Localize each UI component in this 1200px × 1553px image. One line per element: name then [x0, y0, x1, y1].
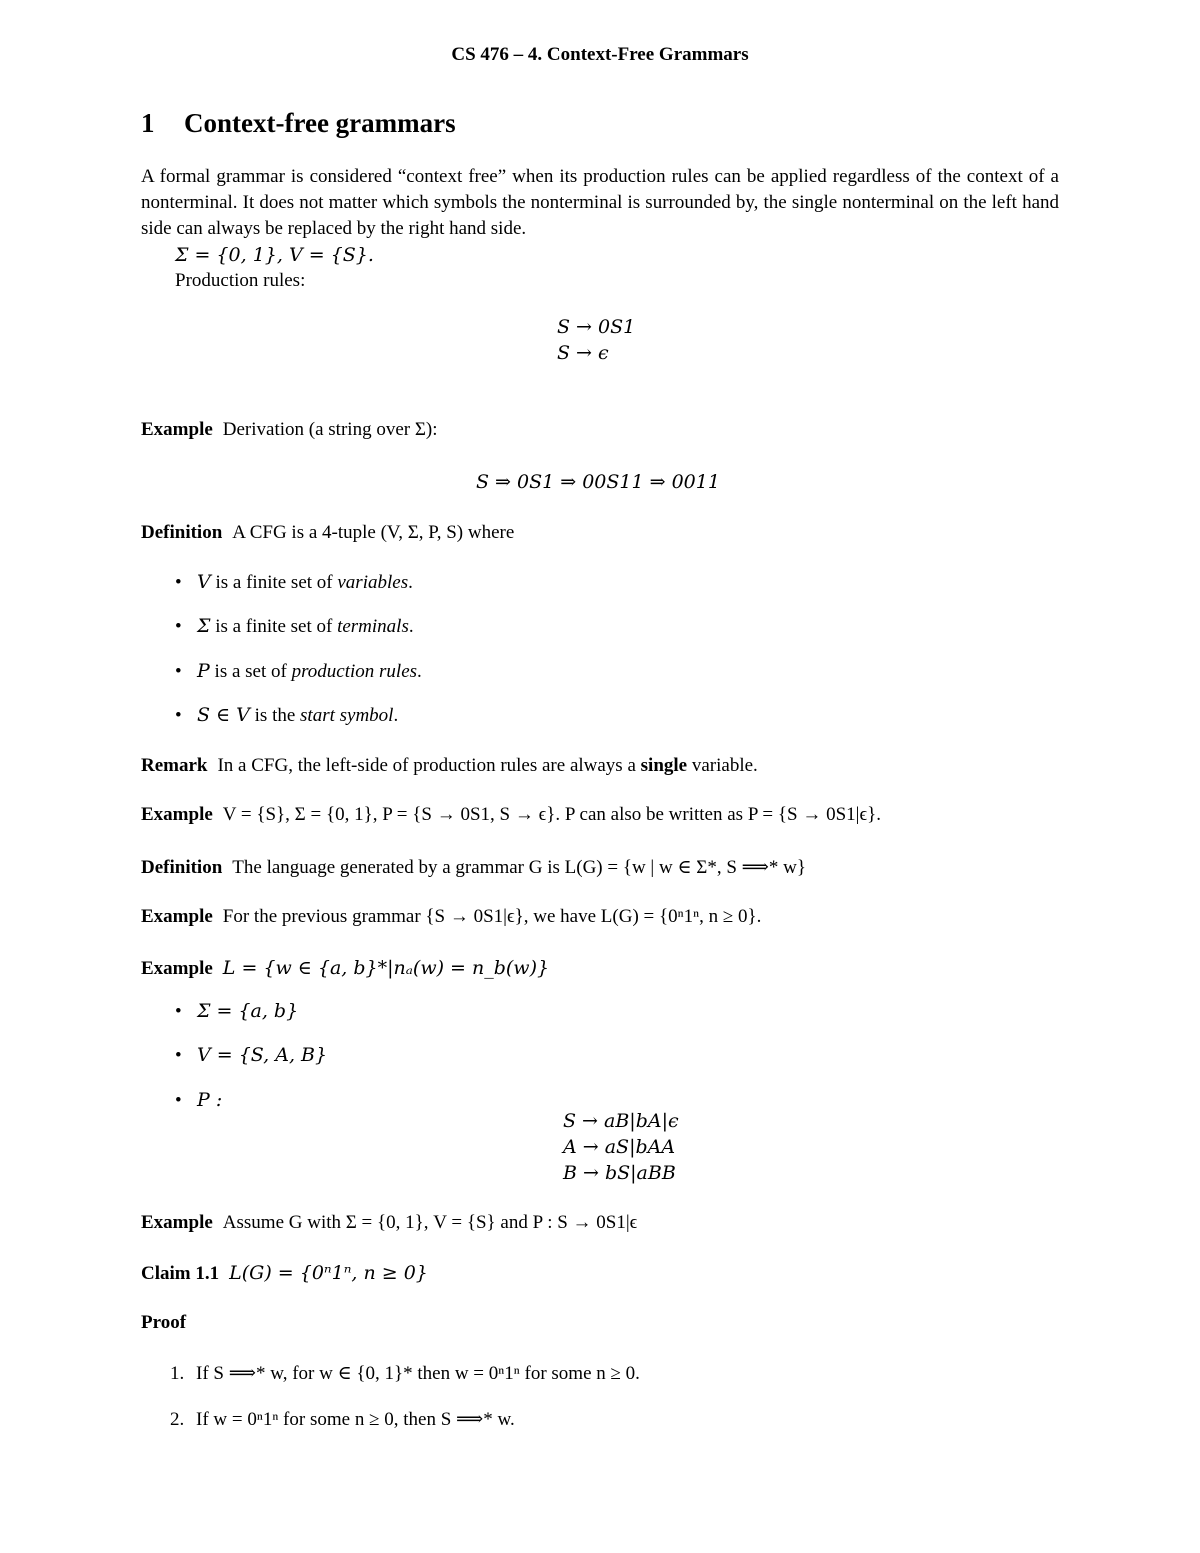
alphabet-line [175, 244, 374, 267]
definition-text: A CFG is a 4-tuple (V, Σ, P, S) where [232, 522, 515, 543]
definition-lead: Definition [141, 857, 223, 878]
example-balanced [141, 957, 549, 980]
claim [141, 1262, 428, 1285]
list-item: • S ∈ V is the start symbol. [175, 704, 399, 726]
example-text: L = {w ∈ {a, b}*|nₐ(w) = n_b(w)} [222, 957, 550, 979]
list-item: • Σ is a finite set of terminals. [175, 615, 414, 637]
definition-text: The language generated by a grammar G is L(G) = {w | w ∈ Σ*, S ⟹* w} [232, 857, 806, 878]
section-heading [141, 108, 456, 139]
proof-heading [141, 1312, 196, 1334]
example-text: For the previous grammar {S → 0S1|ϵ}, we have L(G) = {0ⁿ1ⁿ, n ≥ 0}. [222, 906, 762, 927]
example-grammar [141, 804, 881, 826]
example-lead: Example [141, 804, 213, 825]
definition-cfg [141, 522, 514, 544]
list-item: • P : [175, 1089, 223, 1111]
claim-text: L(G) = {0ⁿ1ⁿ, n ≥ 0} [229, 1262, 428, 1284]
list-item: • V is a finite set of variables. [175, 571, 413, 593]
remark-lead: Remark [141, 755, 208, 776]
list-item: 1. If S ⟹* w, for w ∈ {0, 1}* then w = 0ⁿ1ⁿ for some n ≥ 0. [170, 1363, 640, 1384]
section-title: Context-free grammars [184, 108, 456, 138]
list-item: • Σ = {a, b} [175, 1000, 299, 1022]
example-derivation [141, 419, 438, 441]
section-number: 1 [141, 108, 155, 138]
production-rules-label: Production rules: [175, 270, 306, 291]
example-text: Derivation (a string over Σ): [222, 419, 438, 440]
intro-paragraph: A formal grammar is considered “context free” when its production rules can be applied regardless of the context of a nonterminal. It does not matter which symbols the nonterminal is surrounded by, the single nonterminal on the left hand side can always be replaced by the right hand side. [141, 166, 1059, 239]
production-rule: S → aB|bA|ϵ [563, 1110, 679, 1132]
list-item: 2. If w = 0ⁿ1ⁿ for some n ≥ 0, then S ⟹* w. [170, 1409, 515, 1430]
example-text: V = {S}, Σ = {0, 1}, P = {S → 0S1, S → ϵ}. P can also be written as P = {S → 0S1|ϵ}. [222, 804, 882, 825]
alphabet-math: Σ = {0, 1}, V = {S}. [175, 244, 374, 266]
example-lead: Example [141, 958, 213, 979]
definition-language [141, 856, 806, 879]
production-rule: S → 0S1 [557, 316, 636, 338]
example-lead: Example [141, 906, 213, 927]
example-lead: Example [141, 1212, 213, 1233]
example-language [141, 906, 761, 928]
production-rule: A → aS|bAA [563, 1136, 676, 1158]
page-header: CS 476 – 4. Context-Free Grammars [451, 44, 749, 65]
claim-lead: Claim 1.1 [141, 1263, 220, 1284]
example-assume [141, 1212, 637, 1234]
proof-lead: Proof [141, 1312, 187, 1333]
list-item: • P is a set of production rules. [175, 660, 422, 682]
remark: Remark In a CFG, the left-side of production rules are always a single variable. [141, 755, 758, 776]
definition-lead: Definition [141, 522, 223, 543]
example-text: Assume G with Σ = {0, 1}, V = {S} and P : S → 0S1|ϵ [222, 1212, 638, 1233]
example-lead: Example [141, 419, 213, 440]
list-item: • V = {S, A, B} [175, 1044, 328, 1066]
derivation-equation: S ⇒ 0S1 ⇒ 00S11 ⇒ 0011 [476, 471, 720, 493]
production-rule: S → ϵ [557, 342, 609, 364]
production-rule: B → bS|aBB [563, 1162, 676, 1184]
